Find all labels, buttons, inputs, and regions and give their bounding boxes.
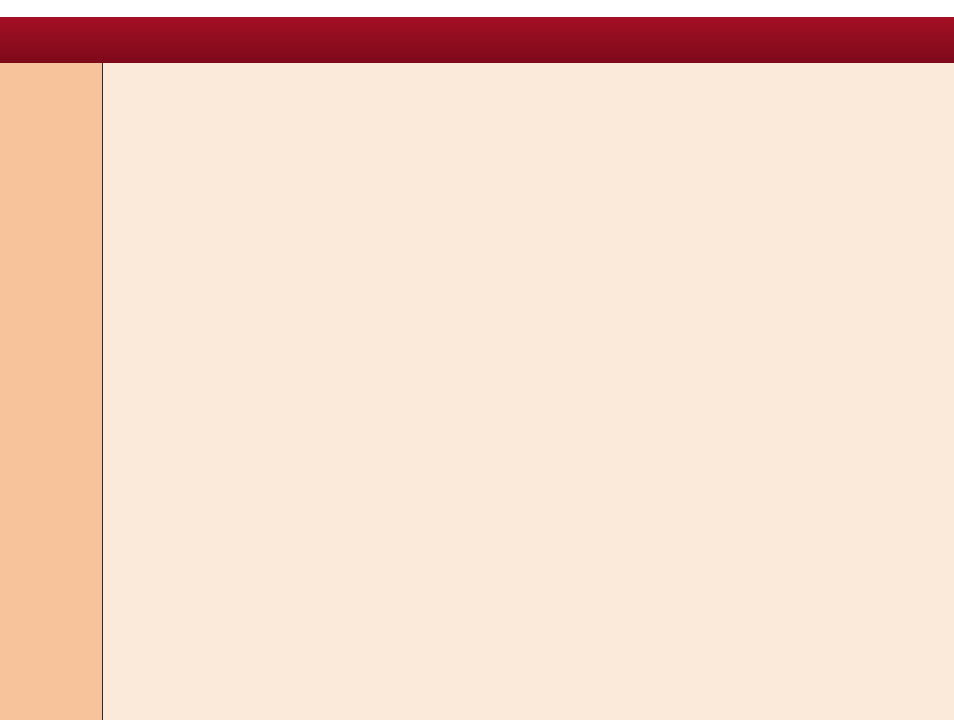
category-column: [0, 63, 103, 720]
top-strip: [0, 0, 954, 17]
subject-table: [0, 63, 954, 720]
header-banner: [0, 17, 954, 63]
